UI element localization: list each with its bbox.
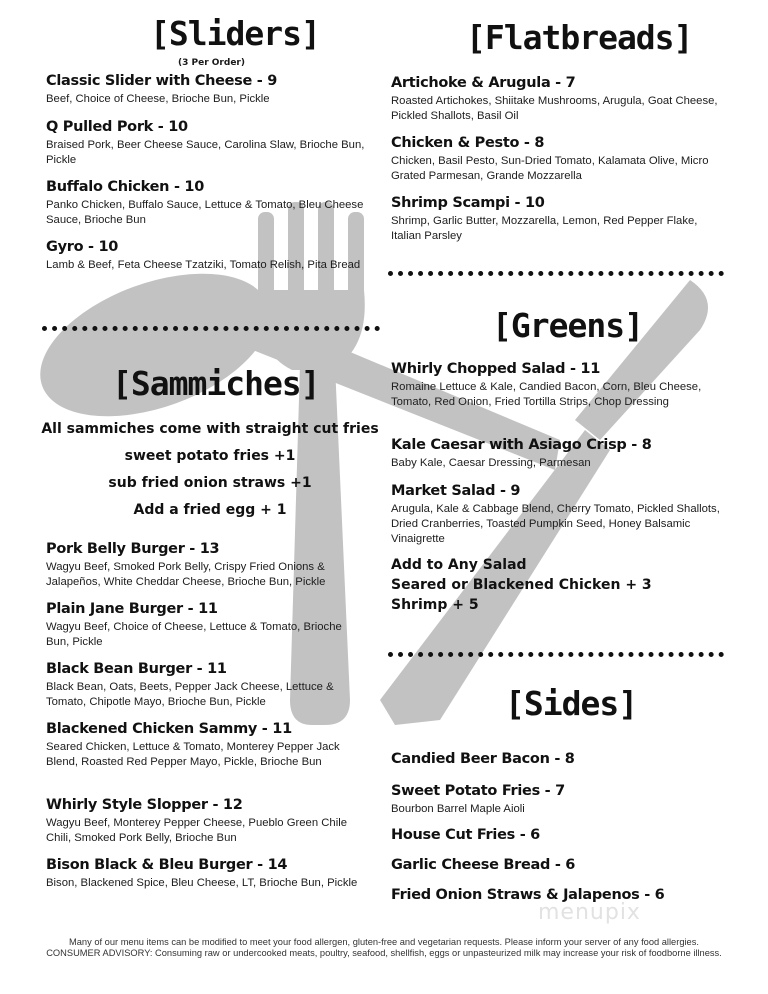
item-desc: Chicken, Basil Pesto, Sun-Dried Tomato, Kalamata Olive, Micro Grated Parmesan, Grande Mozzarella (391, 155, 709, 182)
item-desc: Baby Kale, Caesar Dressing, Parmesan (391, 457, 591, 469)
item-desc: Romaine Lettuce & Kale, Candied Bacon, Corn, Bleu Cheese, Tomato, Red Onion, Fried Tortilla Strips, Chop Dressing (391, 381, 702, 408)
consumer-advisory: CONSUMER ADVISORY: Consuming raw or undercooked meats, poultry, seafood, shellfish, eggs or unpasteurized milk may increase your risk of foodborne illness. (46, 948, 722, 958)
item-desc: Braised Pork, Beer Cheese Sauce, Carolina Slaw, Brioche Bun, Pickle (46, 139, 365, 166)
watermark-text: menupix (538, 900, 641, 925)
sammiches-note: All sammiches come with straight cut fries (41, 421, 379, 437)
menu-item (391, 360, 721, 410)
menu-item (391, 750, 575, 768)
menu-item (46, 856, 361, 891)
salad-addon: Seared or Blackened Chicken + 3 (391, 577, 652, 593)
section-title-sammiches: [Sammiches] (112, 364, 320, 403)
section-title-sliders: [Sliders] (150, 14, 320, 53)
section-title-greens: [Greens] (492, 306, 643, 345)
menu-item (391, 826, 540, 844)
menu-item (391, 482, 721, 547)
item-name: Kale Caesar with Asiago Crisp - 8 (391, 437, 652, 453)
menu-item (46, 178, 366, 228)
menu-item (46, 118, 376, 168)
item-desc: Seared Chicken, Lettuce & Tomato, Monterey Pepper Jack Blend, Roasted Red Pepper Mayo, Pickle, Brioche Bun (46, 741, 340, 768)
item-name: Garlic Cheese Bread - 6 (391, 857, 576, 873)
item-name: Gyro - 10 (46, 239, 119, 255)
item-name: Classic Slider with Cheese - 9 (46, 73, 278, 89)
item-name: Market Salad - 9 (391, 483, 521, 499)
menu-item (46, 540, 371, 590)
menu-item (391, 134, 726, 184)
menu-item (46, 600, 346, 650)
item-desc: Arugula, Kale & Cabbage Blend, Cherry Tomato, Pickled Shallots, Dried Cranberries, Toasted Pumpkin Seed, Honey Balsamic Vinaigrette (391, 503, 720, 545)
item-name: Shrimp Scampi - 10 (391, 195, 545, 211)
item-name: Artichoke & Arugula - 7 (391, 75, 576, 91)
menu-item (46, 660, 371, 710)
salad-addon: Shrimp + 5 (391, 597, 479, 613)
item-desc: Bourbon Barrel Maple Aioli (391, 803, 525, 815)
item-name: Plain Jane Burger - 11 (46, 601, 218, 617)
sammiches-note: Add a fried egg + 1 (133, 502, 287, 518)
item-desc: Wagyu Beef, Monterey Pepper Cheese, Pueblo Green Chile Chili, Smoked Pork Belly, Brioche Bun (46, 817, 348, 844)
divider (388, 652, 724, 657)
item-desc: Lamb & Beef, Feta Cheese Tzatziki, Tomato Relish, Pita Bread (46, 259, 361, 271)
menu-item (391, 74, 721, 124)
menu-item (391, 436, 721, 471)
item-name: Blackened Chicken Sammy - 11 (46, 721, 292, 737)
item-name: Whirly Chopped Salad - 11 (391, 361, 601, 377)
menu-item (46, 72, 366, 107)
item-name: Sweet Potato Fries - 7 (391, 783, 565, 799)
allergen-notice: Many of our menu items can be modified to meet your food allergen, gluten-free and vegetarian requests. Please inform your server of any food allergies. (69, 937, 699, 947)
item-name: Whirly Style Slopper - 12 (46, 797, 243, 813)
salad-addons (391, 556, 652, 614)
sliders-note: (3 Per Order) (178, 58, 245, 68)
item-desc: Shrimp, Garlic Butter, Mozzarella, Lemon, Red Pepper Flake, Italian Parsley (391, 215, 698, 242)
salad-addons-heading: Add to Any Salad (391, 557, 527, 573)
menu-item (391, 194, 711, 244)
menu-item (391, 782, 565, 817)
item-name: Black Bean Burger - 11 (46, 661, 227, 677)
section-title-sides: [Sides] (505, 684, 638, 723)
sammiches-note: sub fried onion straws +1 (108, 475, 312, 491)
item-name: Fried Onion Straws & Jalapenos - 6 (391, 887, 665, 903)
item-desc: Wagyu Beef, Choice of Cheese, Lettuce & Tomato, Brioche Bun, Pickle (46, 621, 342, 648)
item-desc: Bison, Blackened Spice, Bleu Cheese, LT, Brioche Bun, Pickle (46, 877, 358, 889)
divider (388, 271, 724, 276)
item-name: Q Pulled Pork - 10 (46, 119, 188, 135)
item-desc: Panko Chicken, Buffalo Sauce, Lettuce & Tomato, Bleu Cheese Sauce, Brioche Bun (46, 199, 364, 226)
item-name: Buffalo Chicken - 10 (46, 179, 204, 195)
item-name: Pork Belly Burger - 13 (46, 541, 220, 557)
menu-item (391, 856, 575, 874)
item-name: House Cut Fries - 6 (391, 827, 540, 843)
section-title-flatbreads: [Flatbreads] (466, 18, 693, 57)
item-name: Bison Black & Bleu Burger - 14 (46, 857, 288, 873)
item-desc: Wagyu Beef, Smoked Pork Belly, Crispy Fried Onions & Jalapeños, White Cheddar Cheese, Brioche Bun, Pickle (46, 561, 326, 588)
menu-item (46, 796, 356, 846)
divider (42, 326, 380, 331)
item-name: Candied Beer Bacon - 8 (391, 751, 575, 767)
sammiches-note: sweet potato fries +1 (124, 448, 296, 464)
item-desc: Beef, Choice of Cheese, Brioche Bun, Pickle (46, 93, 270, 105)
sammiches-notes (40, 420, 380, 519)
item-desc: Roasted Artichokes, Shiitake Mushrooms, Arugula, Goat Cheese, Pickled Shallots, Basil Oil (391, 95, 718, 122)
menu-item (46, 238, 366, 273)
item-name: Chicken & Pesto - 8 (391, 135, 545, 151)
item-desc: Black Bean, Oats, Beets, Pepper Jack Cheese, Lettuce & Tomato, Chipotle Mayo, Brioche Bun, Pickle (46, 681, 334, 708)
menu-item (46, 720, 361, 770)
